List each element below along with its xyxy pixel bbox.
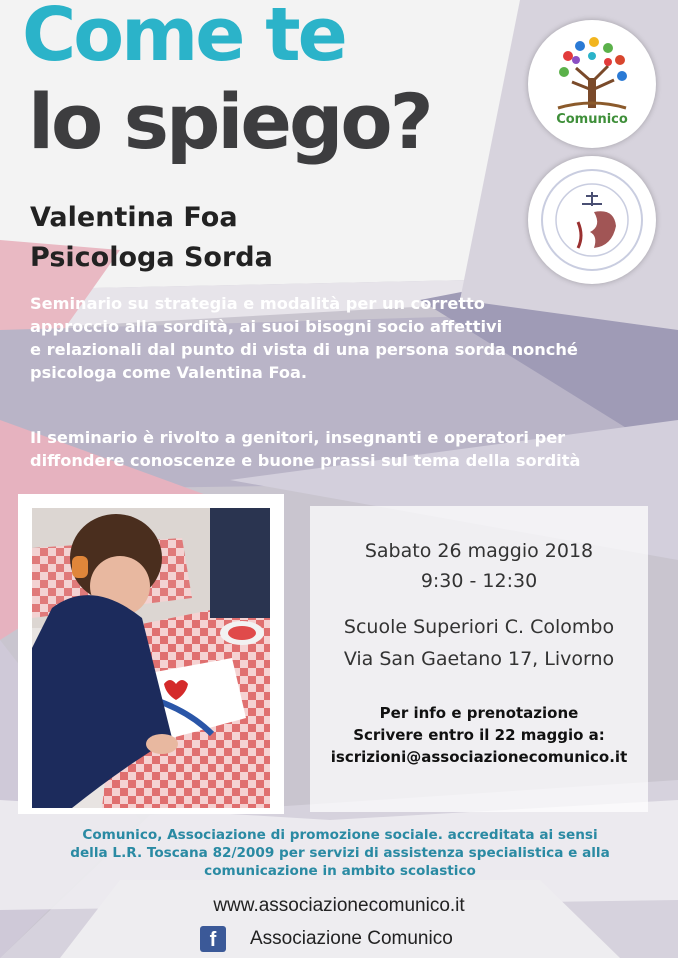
child-drawing-photo	[32, 508, 270, 808]
event-venue: Scuole Superiori C. Colombo	[343, 616, 615, 638]
event-address: Via San Gaetano 17, Livorno	[343, 648, 615, 670]
facebook-label: Associazione Comunico	[250, 928, 453, 949]
footer-line-1: Comunico, Associazione di promozione sociale. accreditata ai sensi	[82, 827, 598, 843]
event-time: 9:30 - 12:30	[420, 570, 538, 592]
title-line-2: lo spiego?	[28, 77, 431, 166]
description-line-1: Seminario su strategia e modalità per un corretto	[30, 294, 485, 313]
description-line-4: psicologa come Valentina Foa.	[30, 363, 308, 382]
facebook-icon: f	[200, 926, 226, 952]
speaker-role: Psicologa Sorda	[30, 242, 273, 273]
school-seal-icon	[528, 156, 656, 284]
photo-frame	[18, 494, 284, 814]
school-seal-logo	[528, 156, 656, 284]
speaker-name: Valentina Foa	[30, 202, 238, 233]
audience-line-2: diffondere conoscenze e buone prassi sul tema della sordità	[30, 451, 581, 470]
booking-info: Per info e prenotazione	[379, 704, 579, 722]
comunico-logo-label: Comunico	[556, 112, 628, 127]
description-line-2: approccio alla sordità, ai suoi bisogni socio affettivi	[30, 317, 503, 336]
footer-line-2: della L.R. Toscana 82/2009 per servizi di assistenza specialistica e alla	[70, 845, 610, 861]
booking-deadline: Scrivere entro il 22 maggio a:	[353, 726, 605, 744]
footer-line-3: comunicazione in ambito scolastico	[204, 863, 476, 879]
website-link[interactable]: www.associazionecomunico.it	[213, 895, 465, 916]
event-date: Sabato 26 maggio 2018	[364, 540, 594, 562]
comunico-logo	[528, 20, 656, 148]
title-line-1: Come te	[22, 0, 345, 78]
tree-of-hands-icon	[528, 20, 656, 148]
event-info-box	[310, 506, 648, 812]
booking-email[interactable]: iscrizioni@associazionecomunico.it	[330, 748, 628, 766]
audience-line-1: Il seminario è rivolto a genitori, insegnanti e operatori per	[30, 428, 566, 447]
description-line-3: e relazionali dal punto di vista di una persona sorda nonché	[30, 340, 578, 359]
